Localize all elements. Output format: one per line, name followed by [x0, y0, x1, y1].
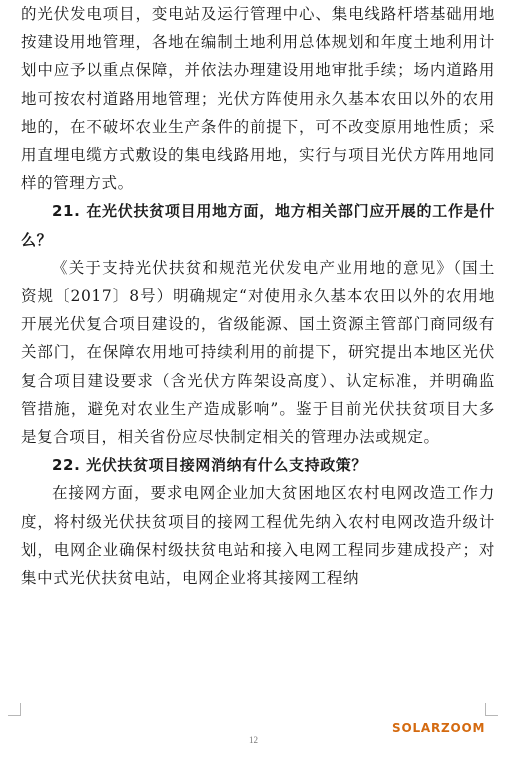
paragraph-answer-21: 《关于支持光伏扶贫和规范光伏发电产业用地的意见》（国土资规〔2017〕8号）明确规定“对使用永久基本农田以外的农用地开展光伏复合项目建设的，省级能源、国土资源主管部门商同级有关部门，在保障农用地可持续利用的前提下，研究提出本地区光伏复合项目建设要求（含光伏方阵架设高度）、认定标准，并明确监管措施，避免对农业生产造成影响”。鉴于目前光伏扶贫项目大多是复合项目，相关省份应尽快制定相关的管理办法或规定。 [21, 258, 495, 447]
paragraph-land-management: 的光伏发电项目，变电站及运行管理中心、集电线路杆塔基础用地按建设用地管理，各地在编制土地利用总体规划和年度土地利用计划中应予以重点保障，并依法办理建设用地审批手续；场内道路用地可按农村道路用地管理；光伏方阵使用永久基本农田以外的农用地的，在不破坏农业生产条件的前提下，可不改变原用地性质；采用直埋电缆方式敷设的集电线路用地，实行与项目光伏方阵用地同样的管理方式。 [21, 5, 495, 193]
question-21-heading: 21. 在光伏扶贫项目用地方面，地方相关部门应开展的工作是什么？ [21, 202, 495, 249]
body-text [21, 0, 495, 592]
crop-mark-left [8, 703, 21, 716]
page-number: 12 [249, 735, 258, 745]
question-22-heading: 22. 光伏扶贫项目接网消纳有什么支持政策？ [52, 456, 367, 475]
solarzoom-logo: SOLARZOOM [392, 721, 486, 735]
paragraph-answer-22: 在接网方面，要求电网企业加大贫困地区农村电网改造工作力度，将村级光伏扶贫项目的接网工程优先纳入农村电网改造升级计划，电网企业确保村级扶贫电站和接入电网工程同步建成投产；对集中式光伏扶贫电站，电网企业将其接网工程纳 [21, 484, 495, 588]
crop-mark-right [485, 703, 498, 716]
